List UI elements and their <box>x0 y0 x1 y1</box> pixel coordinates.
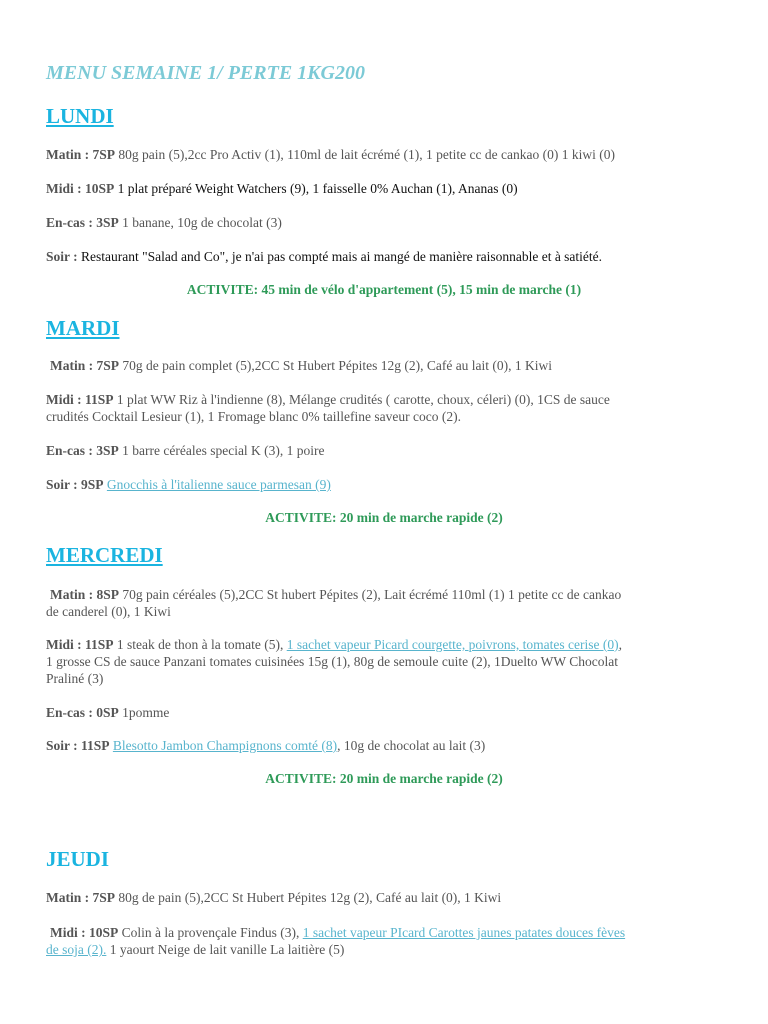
mercredi-soir-label: Soir : 11SP <box>46 738 110 753</box>
jeudi-matin-label: Matin : 7SP <box>46 890 115 905</box>
mardi-midi-text-1: 1 plat WW Riz à l'indienne (8), Mélange crudités ( carotte, choux, céleri) (0), 1CS de sauce <box>113 392 610 407</box>
mercredi-matin-label: Matin : 8SP <box>50 587 119 602</box>
mardi-soir-label: Soir : 9SP <box>46 477 104 492</box>
mercredi-midi-link[interactable]: 1 sachet vapeur Picard courgette, poivrons, tomates cerise (0) <box>286 637 619 652</box>
mercredi-matin-text-2: de canderel (0), 1 Kiwi <box>46 604 171 619</box>
mercredi-soir <box>46 737 726 754</box>
mercredi-midi-text-1b: , <box>618 637 622 652</box>
jeudi-midi <box>50 924 730 941</box>
jeudi-midi-label: Midi : 10SP <box>50 925 119 940</box>
jeudi-midi-cont <box>46 941 726 958</box>
mercredi-encas <box>46 704 726 721</box>
jeudi-matin-text: 80g de pain (5),2CC St Hubert Pépites 12g (2), Café au lait (0), 1 Kiwi <box>115 890 502 905</box>
mardi-matin-label: Matin : 7SP <box>50 358 119 373</box>
lundi-activite: ACTIVITE: 45 min de vélo d'appartement (5), 15 min de marche (1) <box>186 282 582 297</box>
mardi-encas <box>46 442 726 459</box>
mercredi-midi <box>46 636 726 653</box>
lundi-matin <box>46 146 726 163</box>
mardi-midi-cont <box>46 408 726 425</box>
mercredi-activite: ACTIVITE: 20 min de marche rapide (2) <box>265 771 503 786</box>
mardi-activite: ACTIVITE: 20 min de marche rapide (2) <box>265 510 503 525</box>
jeudi-midi-text-b: 1 yaourt Neige de lait vanille La laitière (5) <box>106 942 345 957</box>
lundi-midi <box>46 180 726 197</box>
lundi-midi-text: 1 plat préparé Weight Watchers (9), 1 faisselle 0% Auchan (1), Ananas (0) <box>114 181 518 196</box>
lundi-soir-text: Restaurant "Salad and Co", je n'ai pas compté mais ai mangé de manière raisonnable et à satiété. <box>81 249 603 264</box>
page-title: MENU SEMAINE 1/ PERTE 1KG200 <box>46 62 365 84</box>
lundi-encas <box>46 214 726 231</box>
mercredi-matin <box>50 586 730 603</box>
jeudi-midi-link-2[interactable]: de soja (2). <box>46 942 107 957</box>
heading-mercredi: MERCREDI <box>46 543 163 567</box>
mardi-matin <box>50 357 730 374</box>
jeudi-matin <box>46 889 726 906</box>
mardi-midi-text-2: crudités Cocktail Lesieur (1), 1 Fromage blanc 0% taillefine saveur coco (2). <box>46 409 461 424</box>
mercredi-midi-cont <box>46 653 726 670</box>
mardi-midi-label: Midi : 11SP <box>46 392 114 407</box>
mardi-soir <box>46 476 726 493</box>
lundi-matin-text: 80g pain (5),2cc Pro Activ (1), 110ml de lait écrémé (1), 1 petite cc de cankao (0) 1 kiwi (0) <box>115 147 615 162</box>
mercredi-encas-label: En-cas : 0SP <box>46 705 119 720</box>
mercredi-midi-text-2: 1 grosse CS de sauce Panzani tomates cuisinées 15g (1), 80g de semoule cuite (2), 1Duelto WW Chocolat <box>46 654 618 669</box>
lundi-soir <box>46 248 726 265</box>
mardi-encas-text: 1 barre céréales special K (3), 1 poire <box>118 443 325 458</box>
mercredi-midi-cont-2 <box>46 670 726 687</box>
lundi-encas-label: En-cas : 3SP <box>46 215 119 230</box>
mercredi-matin-cont <box>46 603 726 620</box>
heading-jeudi: JEUDI <box>46 847 110 871</box>
mardi-soir-link[interactable]: Gnocchis à l'italienne sauce parmesan (9) <box>106 477 331 492</box>
lundi-encas-text: 1 banane, 10g de chocolat (3) <box>118 215 282 230</box>
heading-lundi: LUNDI <box>46 104 114 128</box>
jeudi-midi-text-a: Colin à la provençale Findus (3), <box>118 925 303 940</box>
mercredi-matin-text-1: 70g pain céréales (5),2CC St hubert Pépites (2), Lait écrémé 110ml (1) 1 petite cc de cankao <box>119 587 622 602</box>
lundi-midi-label: Midi : 10SP <box>46 181 115 196</box>
lundi-soir-label: Soir : <box>46 249 82 264</box>
mercredi-midi-text-3: Praliné (3) <box>46 671 104 686</box>
heading-mardi: MARDI <box>46 316 120 340</box>
mardi-encas-label: En-cas : 3SP <box>46 443 119 458</box>
mercredi-midi-text-1a: 1 steak de thon à la tomate (5), <box>113 637 287 652</box>
jeudi-midi-link-1[interactable]: 1 sachet vapeur PIcard Carottes jaunes patates douces fèves <box>302 925 626 940</box>
mercredi-midi-label: Midi : 11SP <box>46 637 114 652</box>
mardi-matin-text: 70g de pain complet (5),2CC St Hubert Pépites 12g (2), Café au lait (0), 1 Kiwi <box>119 358 553 373</box>
mercredi-soir-link[interactable]: Blesotto Jambon Champignons comté (8) <box>112 738 338 753</box>
mercredi-encas-text: 1pomme <box>118 705 170 720</box>
mercredi-soir-text: , 10g de chocolat au lait (3) <box>337 738 486 753</box>
lundi-matin-label: Matin : 7SP <box>46 147 115 162</box>
mardi-midi <box>46 391 726 408</box>
